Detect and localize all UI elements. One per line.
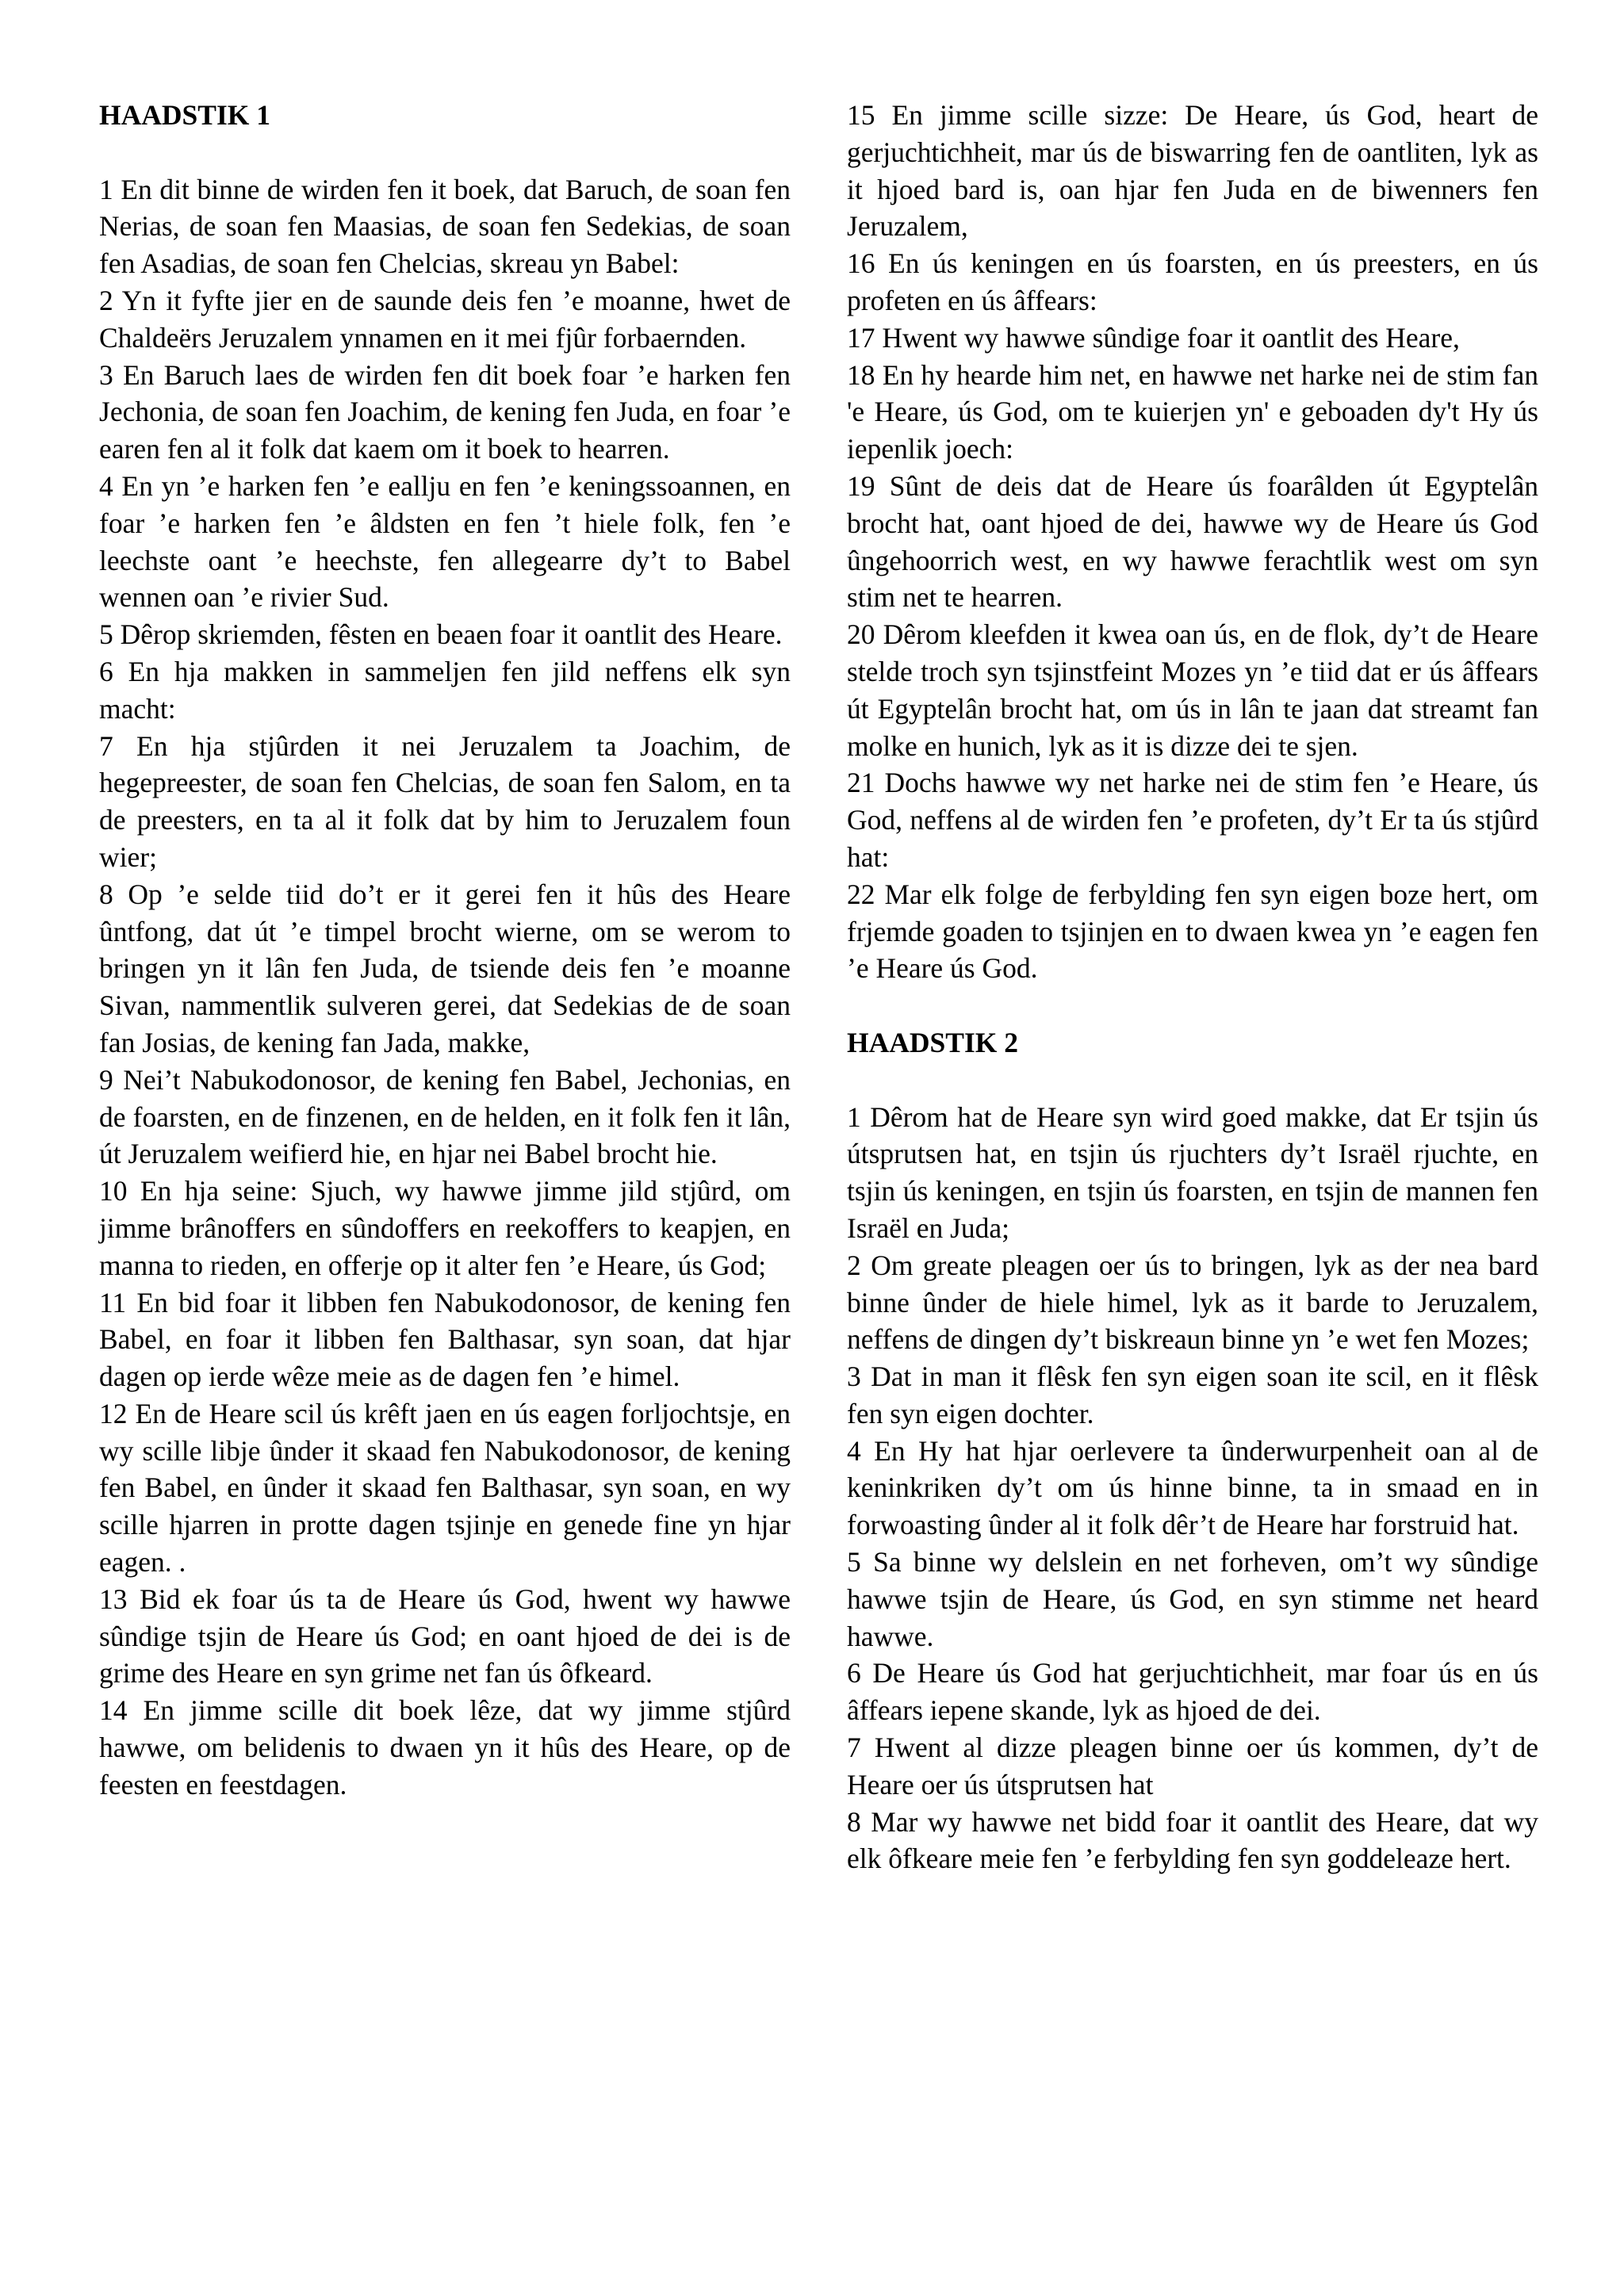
verse-2-4: 4 En Hy hat hjar oerlevere ta ûnderwurpenheit oan al de keninkriken dy’t om ús hinne binne, ta in smaad en in forwoasting ûnder al it folk dêr’t de Heare har forstruid hat. <box>847 1434 1538 1541</box>
chapter-2-heading: HAADSTIK 2 <box>847 1026 1018 1058</box>
verse-1-19: 19 Sûnt de deis dat de Heare ús foarâlden út Egyptelân brocht hat, oant hjoed de dei, hawwe wy de Heare ús God ûngehoorrich west, en wy hawwe ferachtlik west om syn stim net te hearren. <box>847 469 1538 614</box>
verse-1-6: 6 En hja makken in sammeljen fen jild neffens elk syn macht: <box>99 655 791 725</box>
verse-2-2: 2 Om greate pleagen oer ús to bringen, lyk as der nea bard binne ûnder de hiele himel, lyk as it barde to Jeruzalem, neffens de dingen dy’t biskreaun binne yn ’e wet fen Mozes; <box>847 1249 1538 1356</box>
verse-1-22: 22 Mar elk folge de ferbylding fen syn eigen boze hert, om frjemde goaden to tsjinjen en to dwaen kwea yn ’e eagen fen ’e Heare ús God. <box>847 878 1538 985</box>
right-column <box>847 97 1538 1877</box>
verse-1-9: 9 Nei’t Nabukodonosor, de kening fen Babel, Jechonias, en de foarsten, en de finzenen, en de helden, en it folk fen it lân, út Jeruzalem weifierd hie, en hjar nei Babel brocht hie. <box>99 1063 791 1170</box>
left-column <box>99 97 791 1804</box>
verse-2-5: 5 Sa binne wy delslein en net forheven, om’t wy sûndige hawwe tsjin de Heare, ús God, en syn stimme net heard hawwe. <box>847 1546 1538 1652</box>
verse-2-8: 8 Mar wy hawwe net bidd foar it oantlit des Heare, dat wy elk ôfkeare meie fen ’e ferbylding fen syn goddeleaze hert. <box>847 1805 1538 1875</box>
verse-1-8: 8 Op ’e selde tiid do’t er it gerei fen it hûs des Heare ûntfong, dat út ’e timpel brocht wierne, om se werom to bringen yn it lân fen Juda, de tsiende deis fen ’e moanne Sivan, nammentlik sulveren gerei, dat Sedekias de de soan fan Josias, de kening fan Jada, makke, <box>99 878 791 1058</box>
verse-1-10: 10 En hja seine: Sjuch, wy hawwe jimme jild stjûrd, om jimme brânoffers en sûndoffers en reekoffers to keapjen, en manna to rieden, en offerje op it alter fen ’e Heare, ús God; <box>99 1175 791 1281</box>
verse-1-18: 18 En hy hearde him net, en hawwe net harke nei de stim fan 'e Heare, ús God, om te kuierjen yn' e geboaden dy't Hy ús iepenlik joech: <box>847 358 1538 465</box>
verse-1-5: 5 Dêrop skriemden, fêsten en beaen foar it oantlit des Heare. <box>99 618 783 651</box>
verse-1-11: 11 En bid foar it libben fen Nabukodonosor, de kening fen Babel, en foar it libben fen Balthasar, syn soan, dat hjar dagen op ierde wêze meie as de dagen fen ’e himel. <box>99 1286 791 1393</box>
verse-2-7: 7 Hwent al dizze pleagen binne oer ús kommen, dy’t de Heare oer ús útsprutsen hat <box>847 1732 1538 1800</box>
verse-1-12: 12 En de Heare scil ús krêft jaen en ús eagen forljochtsje, en wy scille libje ûnder it skaad fen Nabukodonosor, de kening fen Babel, en ûnder it skaad fen Balthasar, syn soan, en wy scille hjarren in protte dagen tsjinje en genede fine yn hjar eagen. . <box>99 1397 791 1578</box>
verse-1-7: 7 En hja stjûrden it nei Jeruzalem ta Joachim, de hegepreester, de soan fen Chelcias, de soan fen Salom, en ta de preesters, en ta al it folk dat by him to Jeruzalem foun wier; <box>99 729 791 873</box>
verse-2-3: 3 Dat in man it flêsk fen syn eigen soan ite scil, en it flêsk fen syn eigen dochter. <box>847 1360 1538 1429</box>
verse-1-17: 17 Hwent wy hawwe sûndige foar it oantlit des Heare, <box>847 321 1460 354</box>
verse-1-14: 14 En jimme scille dit boek lêze, dat wy jimme stjûrd hawwe, om belidenis to dwaen yn it hûs des Heare, op de feesten en feestdagen. <box>99 1694 791 1800</box>
verse-2-1: 1 Dêrom hat de Heare syn wird goed makke, dat Er tsjin ús útsprutsen hat, en tsjin ús rjuchters dy’t Israël rjuchte, en tsjin ús keningen, en tsjin ús foarsten, en tsjin de mannen fen Israël en Juda; <box>847 1100 1538 1244</box>
verse-1-13: 13 Bid ek foar ús ta de Heare ús God, hwent wy hawwe sûndige tsjin de Heare ús God; en oant hjoed de dei is de grime des Heare en syn grime net fan ús ôfkeard. <box>99 1582 791 1689</box>
verse-1-3: 3 En Baruch laes de wirden fen dit boek foar ’e harken fen Jechonia, de soan fen Joachim, de kening fen Juda, en foar ’e earen fen al it folk dat kaem om it boek to hearren. <box>99 358 791 465</box>
verse-1-20: 20 Dêrom kleefden it kwea oan ús, en de flok, dy’t de Heare stelde troch syn tsjinstfeint Mozes yn ’e tiid dat er ús âffears út Egyptelân brocht hat, om ús in lân te jaan dat streamt fan molke en hunich, lyk as it is dizze dei te sjen. <box>847 618 1538 762</box>
verse-1-2: 2 Yn it fyfte jier en de saunde deis fen ’e moanne, hwet de Chaldeërs Jeruzalem ynnamen en it mei fjûr forbaernden. <box>99 284 791 354</box>
verse-1-21: 21 Dochs hawwe wy net harke nei de stim fen ’e Heare, ús God, neffens al de wirden fen ’e profeten, dy’t Er ta ús stjûrd hat: <box>847 767 1538 873</box>
verse-1-15: 15 En jimme scille sizze: De Heare, ús God, heart de gerjuchtichheit, mar ús de biswarring fen de oantliten, lyk as it hjoed bard is, oan hjar fen Juda en de biwenners fen Jeruzalem, <box>847 99 1538 243</box>
chapter-1-heading: HAADSTIK 1 <box>99 99 270 131</box>
verse-1-4: 4 En yn ’e harken fen ’e eallju en fen ’e keningssoannen, en foar ’e harken fen ’e âldsten en fen ’t hiele folk, fen ’e leechste oant ’e heechste, fen allegearre dy’t to Babel wennen oan ’e rivier Sud. <box>99 469 791 614</box>
verse-1-1: 1 En dit binne de wirden fen it boek, dat Baruch, de soan fen Nerias, de soan fen Maasias, de soan fen Sedekias, de soan fen Asadias, de soan fen Chelcias, skreau yn Babel: <box>99 173 791 280</box>
verse-2-6: 6 De Heare ús God hat gerjuchtichheit, mar foar ús en ús âffears iepene skande, lyk as hjoed de dei. <box>847 1657 1538 1727</box>
verse-1-16: 16 En ús keningen en ús foarsten, en ús preesters, en ús profeten en ús âffears: <box>847 247 1538 316</box>
